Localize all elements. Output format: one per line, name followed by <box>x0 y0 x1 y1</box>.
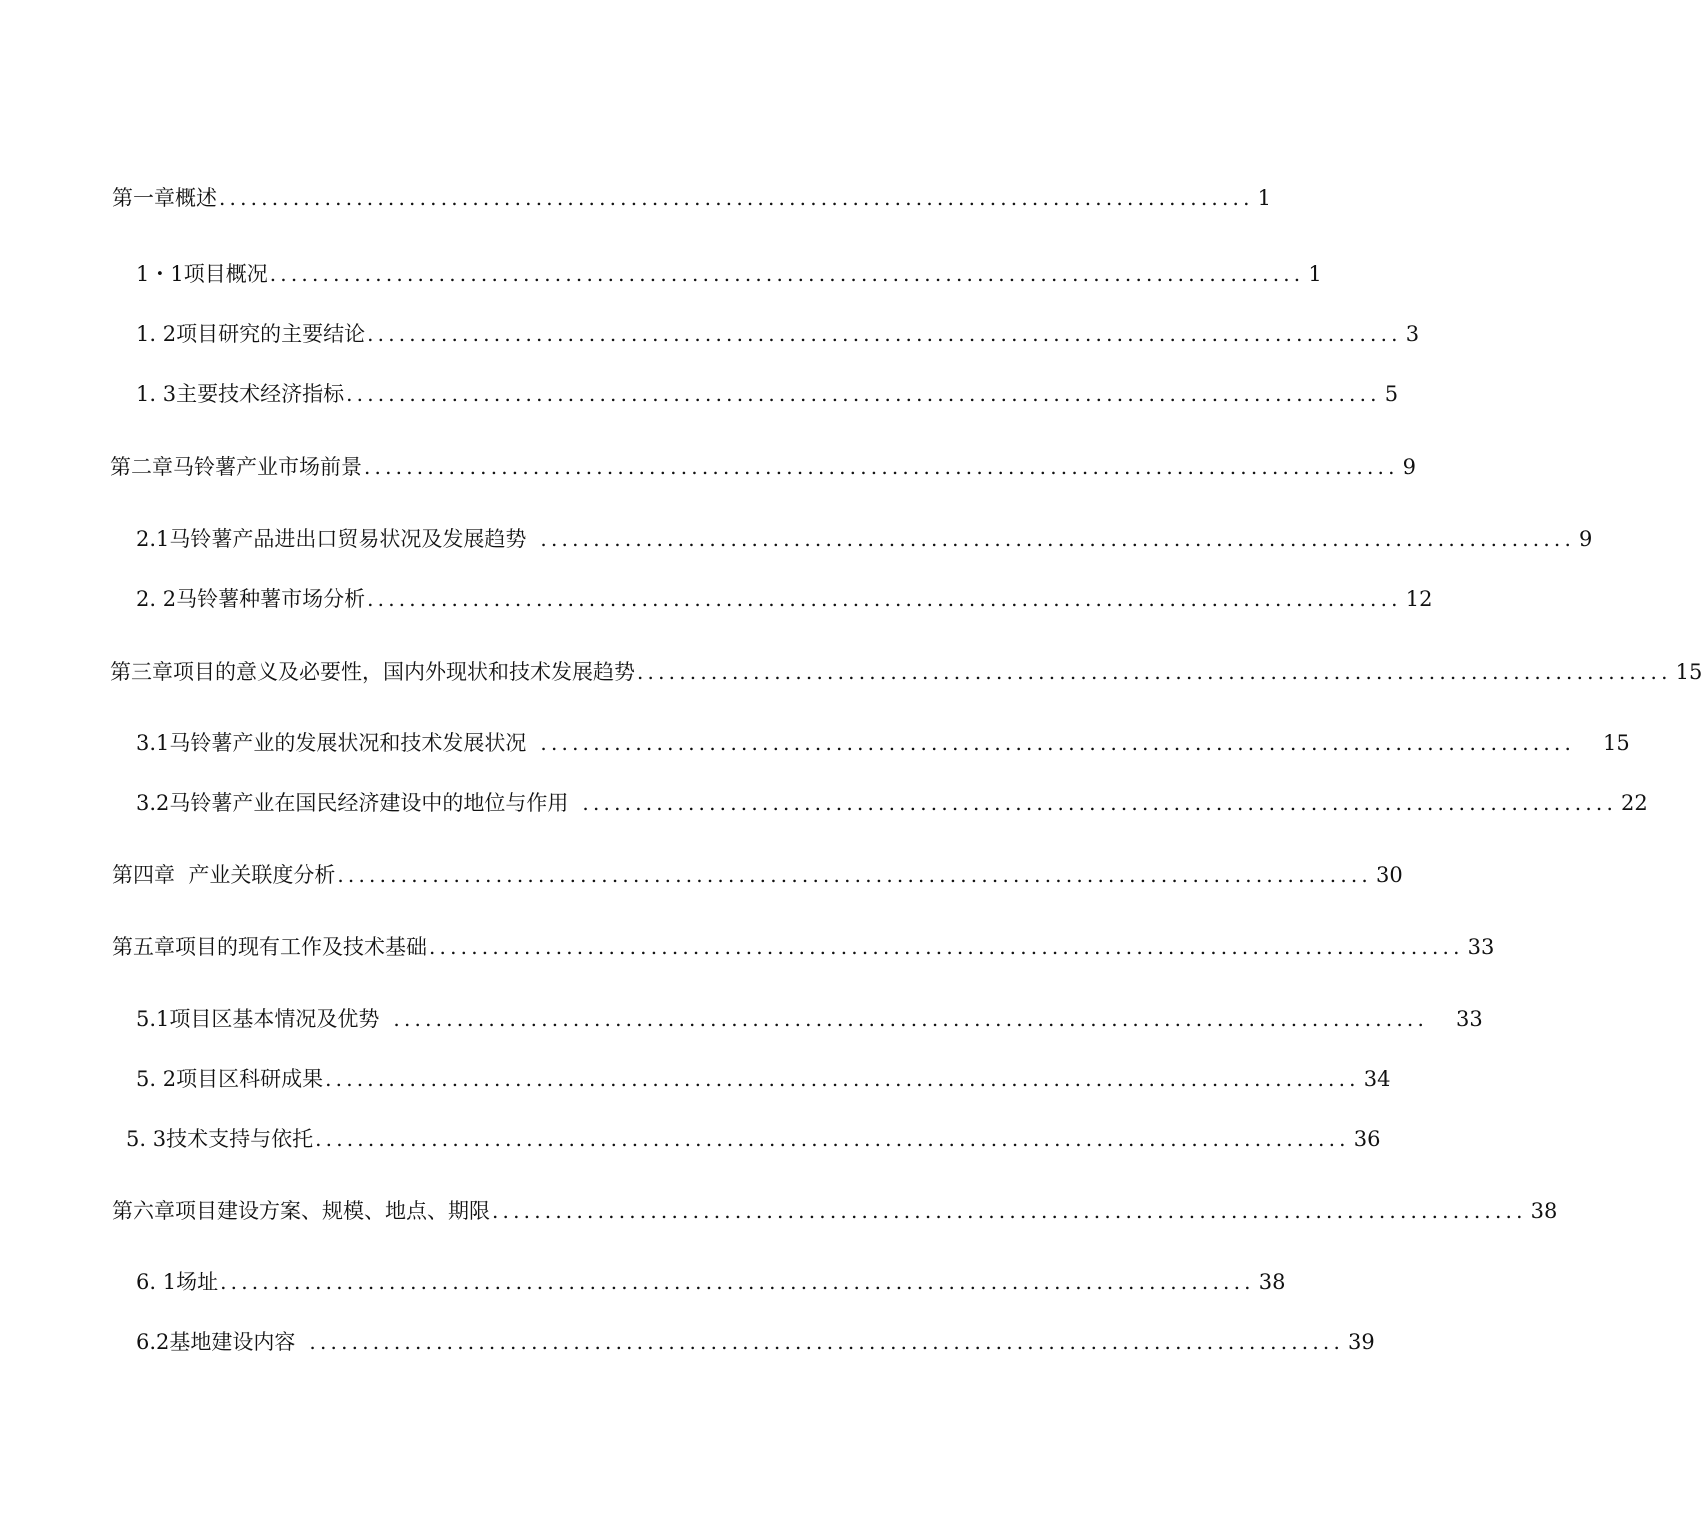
toc-entry-title: 第六章项目建设方案、规模、地点、期限 <box>112 1199 490 1223</box>
toc-entry-title: 1. 3主要技术经济指标 <box>136 382 345 406</box>
toc-entry-title: 2. 2马铃薯种薯市场分析 <box>136 587 366 611</box>
toc-entry-title: 第二章马铃薯产业市场前景 <box>110 455 362 479</box>
dot-leader: .................................................................................................. <box>429 935 1464 959</box>
toc-entry-1-1[interactable] <box>136 256 1322 292</box>
toc-entry-title: 第五章项目的现有工作及技术基础 <box>112 935 427 959</box>
toc-entry-chapter-2[interactable] <box>110 449 1417 485</box>
toc-entry-2-2[interactable] <box>136 581 1433 617</box>
toc-entry-title: 第四章 产业关联度分析 <box>112 863 336 887</box>
toc-entry-3-1[interactable] <box>136 725 1630 761</box>
toc-entry-chapter-3[interactable] <box>110 654 1702 690</box>
dot-leader: .................................................................................................. <box>364 455 1399 479</box>
dot-leader: .................................................................................................. <box>582 791 1618 815</box>
toc-entry-page: 34 <box>1363 1067 1391 1091</box>
toc-entry-page: 15 <box>1675 660 1702 684</box>
toc-entry-5-1[interactable] <box>136 1001 1483 1037</box>
toc-entry-5-3[interactable] <box>126 1121 1381 1157</box>
toc-entry-chapter-1[interactable] <box>112 180 1272 216</box>
toc-entry-1-3[interactable] <box>136 376 1399 412</box>
dot-leader: .................................................................................................. <box>540 527 1576 551</box>
toc-entry-page: 3 <box>1405 322 1420 346</box>
toc-entry-5-2[interactable] <box>136 1061 1391 1097</box>
toc-entry-page: 9 <box>1402 455 1417 479</box>
toc-entry-page: 22 <box>1621 791 1648 815</box>
dot-leader: .................................................................................................. <box>393 1007 1429 1031</box>
toc-entry-title: 1. 2项目研究的主要结论 <box>136 322 366 346</box>
toc-entry-title: 5. 3技术支持与依托 <box>126 1127 314 1151</box>
dot-leader: .................................................................................................. <box>367 322 1402 346</box>
dot-leader: .................................................................................................. <box>337 863 1372 887</box>
dot-leader: .................................................................................................. <box>540 731 1576 755</box>
toc-entry-title: 5. 2项目区科研成果 <box>136 1067 324 1091</box>
toc-entry-title: 2.1马铃薯产品进出口贸易状况及发展趋势 <box>136 527 527 551</box>
toc-entry-chapter-5[interactable] <box>112 929 1495 965</box>
toc-entry-title: 6.2基地建设内容 <box>136 1330 296 1354</box>
toc-entry-page: 38 <box>1258 1270 1286 1294</box>
toc-entry-title: 3.1马铃薯产业的发展状况和技术发展状况 <box>136 731 527 755</box>
toc-entry-page: 38 <box>1530 1199 1558 1223</box>
toc-entry-title: 6. 1场址 <box>136 1270 219 1294</box>
toc-entry-title: 1・1项目概况 <box>136 262 268 286</box>
toc-entry-chapter-6[interactable] <box>112 1193 1558 1229</box>
toc-entry-page: 30 <box>1376 863 1403 887</box>
toc-entry-page: 1 <box>1308 262 1322 286</box>
dot-leader: .................................................................................................. <box>637 660 1672 684</box>
toc-entry-title: 第一章概述 <box>112 186 217 210</box>
toc-entry-page: 36 <box>1353 1127 1381 1151</box>
dot-leader: .................................................................................................. <box>325 1067 1360 1091</box>
toc-entry-page: 1 <box>1257 186 1272 210</box>
toc-entry-6-1[interactable] <box>136 1264 1286 1300</box>
toc-entry-1-2[interactable] <box>136 316 1420 352</box>
toc-entry-title: 3.2马铃薯产业在国民经济建设中的地位与作用 <box>136 791 569 815</box>
toc-entry-3-2[interactable] <box>136 785 1648 821</box>
toc-entry-2-1[interactable] <box>136 521 1593 557</box>
toc-entry-page: 33 <box>1467 935 1495 959</box>
dot-leader: .................................................................................................. <box>220 1270 1255 1294</box>
dot-leader: .................................................................................................. <box>346 382 1381 406</box>
dot-leader: .................................................................................................. <box>219 186 1254 210</box>
toc-entry-page: 5 <box>1384 382 1399 406</box>
toc-entry-title: 第三章项目的意义及必要性，国内外现状和技术发展趋势 <box>110 660 635 684</box>
dot-leader: .................................................................................................. <box>315 1127 1350 1151</box>
dot-leader: .................................................................................................. <box>269 262 1305 286</box>
toc-entry-page: 15 <box>1603 731 1630 755</box>
toc-entry-page: 39 <box>1348 1330 1375 1354</box>
dot-leader: .................................................................................................. <box>367 587 1402 611</box>
toc-entry-page: 9 <box>1579 527 1593 551</box>
dot-leader: .................................................................................................. <box>492 1199 1527 1223</box>
toc-entry-chapter-4[interactable] <box>112 857 1403 893</box>
toc-entry-title: 5.1项目区基本情况及优势 <box>136 1007 380 1031</box>
toc-entry-page: 33 <box>1456 1007 1483 1031</box>
toc-entry-page: 12 <box>1405 587 1433 611</box>
dot-leader: .................................................................................................. <box>309 1330 1345 1354</box>
toc-entry-6-2[interactable] <box>136 1324 1375 1360</box>
